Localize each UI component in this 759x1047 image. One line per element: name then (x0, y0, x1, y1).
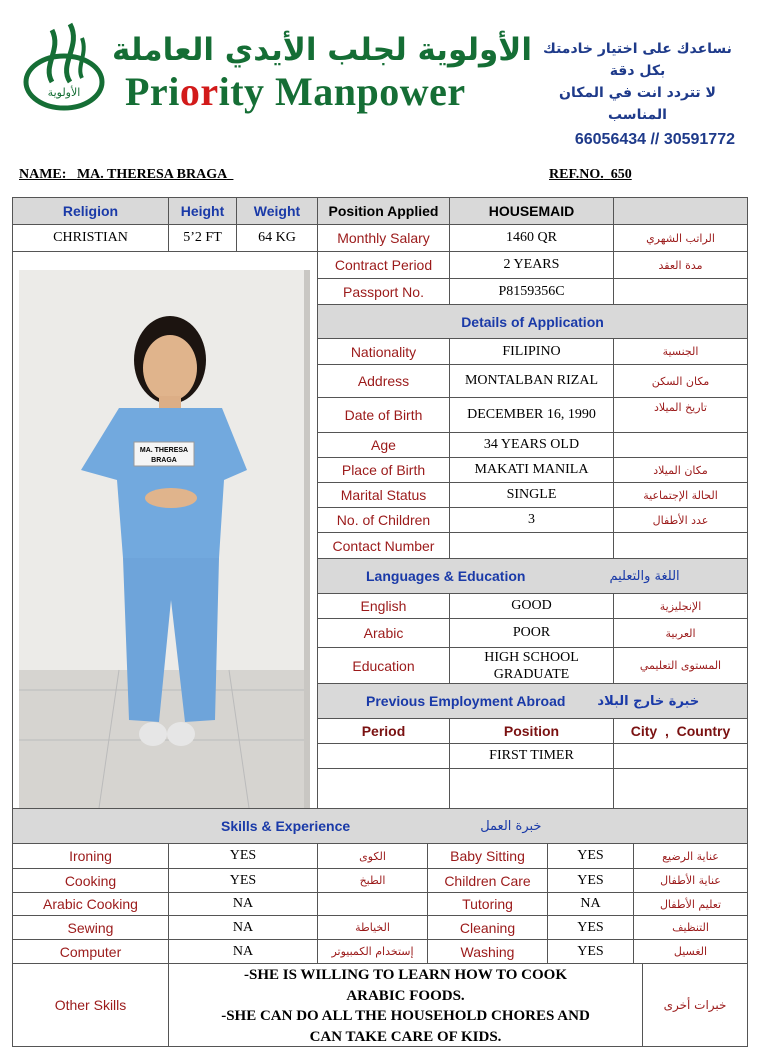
age-value: 34 YEARS OLD (449, 432, 614, 458)
passport-label: Passport No. (317, 278, 450, 305)
address-label: Address (317, 364, 450, 398)
skills-title: Skills & Experience (221, 818, 351, 834)
employment-section-title (317, 683, 748, 719)
skill-computer-arabic: إستخدام الكمبيوتر (317, 939, 428, 964)
date-of-birth-arabic: تاريخ الميلاد (613, 397, 748, 433)
other-skills-arabic: خبرات أخرى (642, 963, 748, 1047)
children-value: 3 (449, 507, 614, 533)
employment-period-header: Period (317, 718, 450, 744)
skill-cleaning-arabic: التنظيف (633, 915, 748, 940)
skill-baby-sitting-label: Baby Sitting (427, 843, 548, 869)
skill-arabic-cooking-arabic (317, 892, 428, 916)
skill-cooking-value: YES (168, 868, 318, 893)
candidate-name: MA. THERESA BRAGA (76, 167, 227, 182)
arabic-label: Arabic (317, 618, 450, 648)
skill-cleaning-value: YES (547, 915, 634, 940)
weight-header: Weight (236, 197, 318, 225)
arabic-value: POOR (449, 618, 614, 648)
name-badge-line-2: BRAGA (151, 457, 177, 464)
skill-washing-value: YES (547, 939, 634, 964)
monthly-salary-value: 1460 QR (449, 224, 614, 252)
skills-section-title (12, 808, 748, 844)
skill-cooking-arabic: الطبخ (317, 868, 428, 893)
place-of-birth-label: Place of Birth (317, 457, 450, 483)
skill-sewing-arabic: الخياطة (317, 915, 428, 940)
slogan (540, 38, 735, 126)
skill-baby-sitting-arabic: عناية الرضيع (633, 843, 748, 869)
marital-status-label: Marital Status (317, 482, 450, 508)
languages-title-arabic: اللغة والتعليم (609, 568, 680, 584)
employment-title-arabic: خبرة خارج البلاد (597, 693, 700, 709)
nationality-arabic: الجنسية (613, 338, 748, 365)
other-skills-line-1: -SHE IS WILLING TO LEARN HOW TO COOK (243, 967, 568, 983)
place-of-birth-arabic: مكان الميلاد (613, 457, 748, 483)
other-skills-label: Other Skills (12, 963, 169, 1047)
name-badge-line-1: MA. THERESA (139, 447, 189, 454)
skill-children-care-arabic: عناية الأطفال (633, 868, 748, 893)
position-applied-label: Position Applied (317, 197, 450, 225)
other-skills-line-3: -SHE CAN DO ALL THE HOUSEHOLD CHORES AND (221, 1008, 590, 1024)
company-logo (22, 20, 106, 112)
children-arabic: عدد الأطفال (613, 507, 748, 533)
reference-number: 650 (610, 167, 632, 182)
employment-location-header: City , Country (613, 718, 748, 744)
place-of-birth-value: MAKATI MANILA (449, 457, 614, 483)
contract-period-arabic: مدة العقد (613, 251, 748, 279)
skill-children-care-label: Children Care (427, 868, 548, 893)
skill-tutoring-arabic: تعليم الأطفال (633, 892, 748, 916)
religion-header: Religion (12, 197, 169, 225)
position-applied-blank (613, 197, 748, 225)
employment-row-period (317, 743, 450, 769)
marital-status-value: SINGLE (449, 482, 614, 508)
other-skills-text (168, 963, 643, 1047)
contract-period-value: 2 YEARS (449, 251, 614, 279)
contact-number-arabic (613, 532, 748, 559)
height-value: 5’2 FT (168, 224, 237, 252)
skill-washing-arabic: الغسيل (633, 939, 748, 964)
skill-sewing-value: NA (168, 915, 318, 940)
languages-title: Languages & Education (366, 568, 526, 584)
contract-period-label: Contract Period (317, 251, 450, 279)
skill-tutoring-label: Tutoring (427, 892, 548, 916)
education-label: Education (317, 647, 450, 684)
position-applied-value: HOUSEMAID (449, 197, 614, 225)
employment-row-location (613, 743, 748, 769)
address-value: MONTALBAN RIZAL (449, 364, 614, 398)
skill-ironing-label: Ironing (12, 843, 169, 869)
skill-cooking-label: Cooking (12, 868, 169, 893)
skill-arabic-cooking-label: Arabic Cooking (12, 892, 169, 916)
address-arabic: مكان السكن (613, 364, 748, 398)
contact-number-label: Contact Number (317, 532, 450, 559)
reference-number-line: REF.NO. 650 (549, 167, 632, 182)
employment-position-header: Position (449, 718, 614, 744)
age-label: Age (317, 432, 450, 458)
skill-arabic-cooking-value: NA (168, 892, 318, 916)
religion-value: CHRISTIAN (12, 224, 169, 252)
marital-status-arabic: الحالة الإجتماعية (613, 482, 748, 508)
logo-text: الأولوية (47, 86, 81, 99)
skill-sewing-label: Sewing (12, 915, 169, 940)
passport-value: P8159356C (449, 278, 614, 305)
skill-washing-label: Washing (427, 939, 548, 964)
date-of-birth-value: DECEMBER 16, 1990 (449, 397, 614, 433)
skills-title-arabic: خبرة العمل (480, 818, 542, 834)
height-header: Height (168, 197, 237, 225)
employment-row2-location (613, 768, 748, 809)
candidate-photo (19, 270, 310, 808)
weight-value: 64 KG (236, 224, 318, 252)
date-of-birth-label: Date of Birth (317, 397, 450, 433)
skill-children-care-value: YES (547, 868, 634, 893)
english-label: English (317, 593, 450, 619)
employment-row2-period (317, 768, 450, 809)
skill-computer-label: Computer (12, 939, 169, 964)
monthly-salary-label: Monthly Salary (317, 224, 450, 252)
skill-ironing-arabic: الكوى (317, 843, 428, 869)
nationality-value: FILIPINO (449, 338, 614, 365)
age-arabic (613, 432, 748, 458)
slogan-line-2: لا تتردد انت في المكان المناسب (559, 85, 716, 123)
arabic-arabic: العربية (613, 618, 748, 648)
skill-ironing-value: YES (168, 843, 318, 869)
employment-row2-position (449, 768, 614, 809)
application-section-title: Details of Application (317, 304, 748, 339)
skill-computer-value: NA (168, 939, 318, 964)
education-arabic: المستوى التعليمي (613, 647, 748, 684)
education-value-line-2: GRADUATE (493, 666, 570, 682)
contact-number-value (449, 532, 614, 559)
languages-section-title (317, 558, 748, 594)
monthly-salary-arabic: الراتب الشهري (613, 224, 748, 252)
education-value-line-1: HIGH SCHOOL (484, 649, 579, 665)
other-skills-line-4: CAN TAKE CARE OF KIDS. (309, 1028, 502, 1045)
phone-numbers: 66056434 // 30591772 (574, 131, 735, 148)
slogan-line-1: نساعدك على اختيار خادمتك بكل دقة (543, 41, 732, 79)
skill-tutoring-value: NA (547, 892, 634, 916)
nationality-label: Nationality (317, 338, 450, 365)
brand-name-arabic: الأولوية لجلب الأيدي العاملة (111, 32, 532, 68)
candidate-name-line: NAME: MA. THERESA BRAGA (19, 167, 227, 182)
english-value: GOOD (449, 593, 614, 619)
other-skills-line-2: ARABIC FOODS. (346, 987, 465, 1004)
skill-cleaning-label: Cleaning (427, 915, 548, 940)
education-value (449, 647, 614, 684)
brand-name-english: Priority Manpower (125, 69, 466, 114)
employment-row-position: FIRST TIMER (449, 743, 614, 769)
skill-baby-sitting-value: YES (547, 843, 634, 869)
children-label: No. of Children (317, 507, 450, 533)
english-arabic: الإنجليزية (613, 593, 748, 619)
passport-arabic (613, 278, 748, 305)
employment-title: Previous Employment Abroad (366, 693, 566, 709)
